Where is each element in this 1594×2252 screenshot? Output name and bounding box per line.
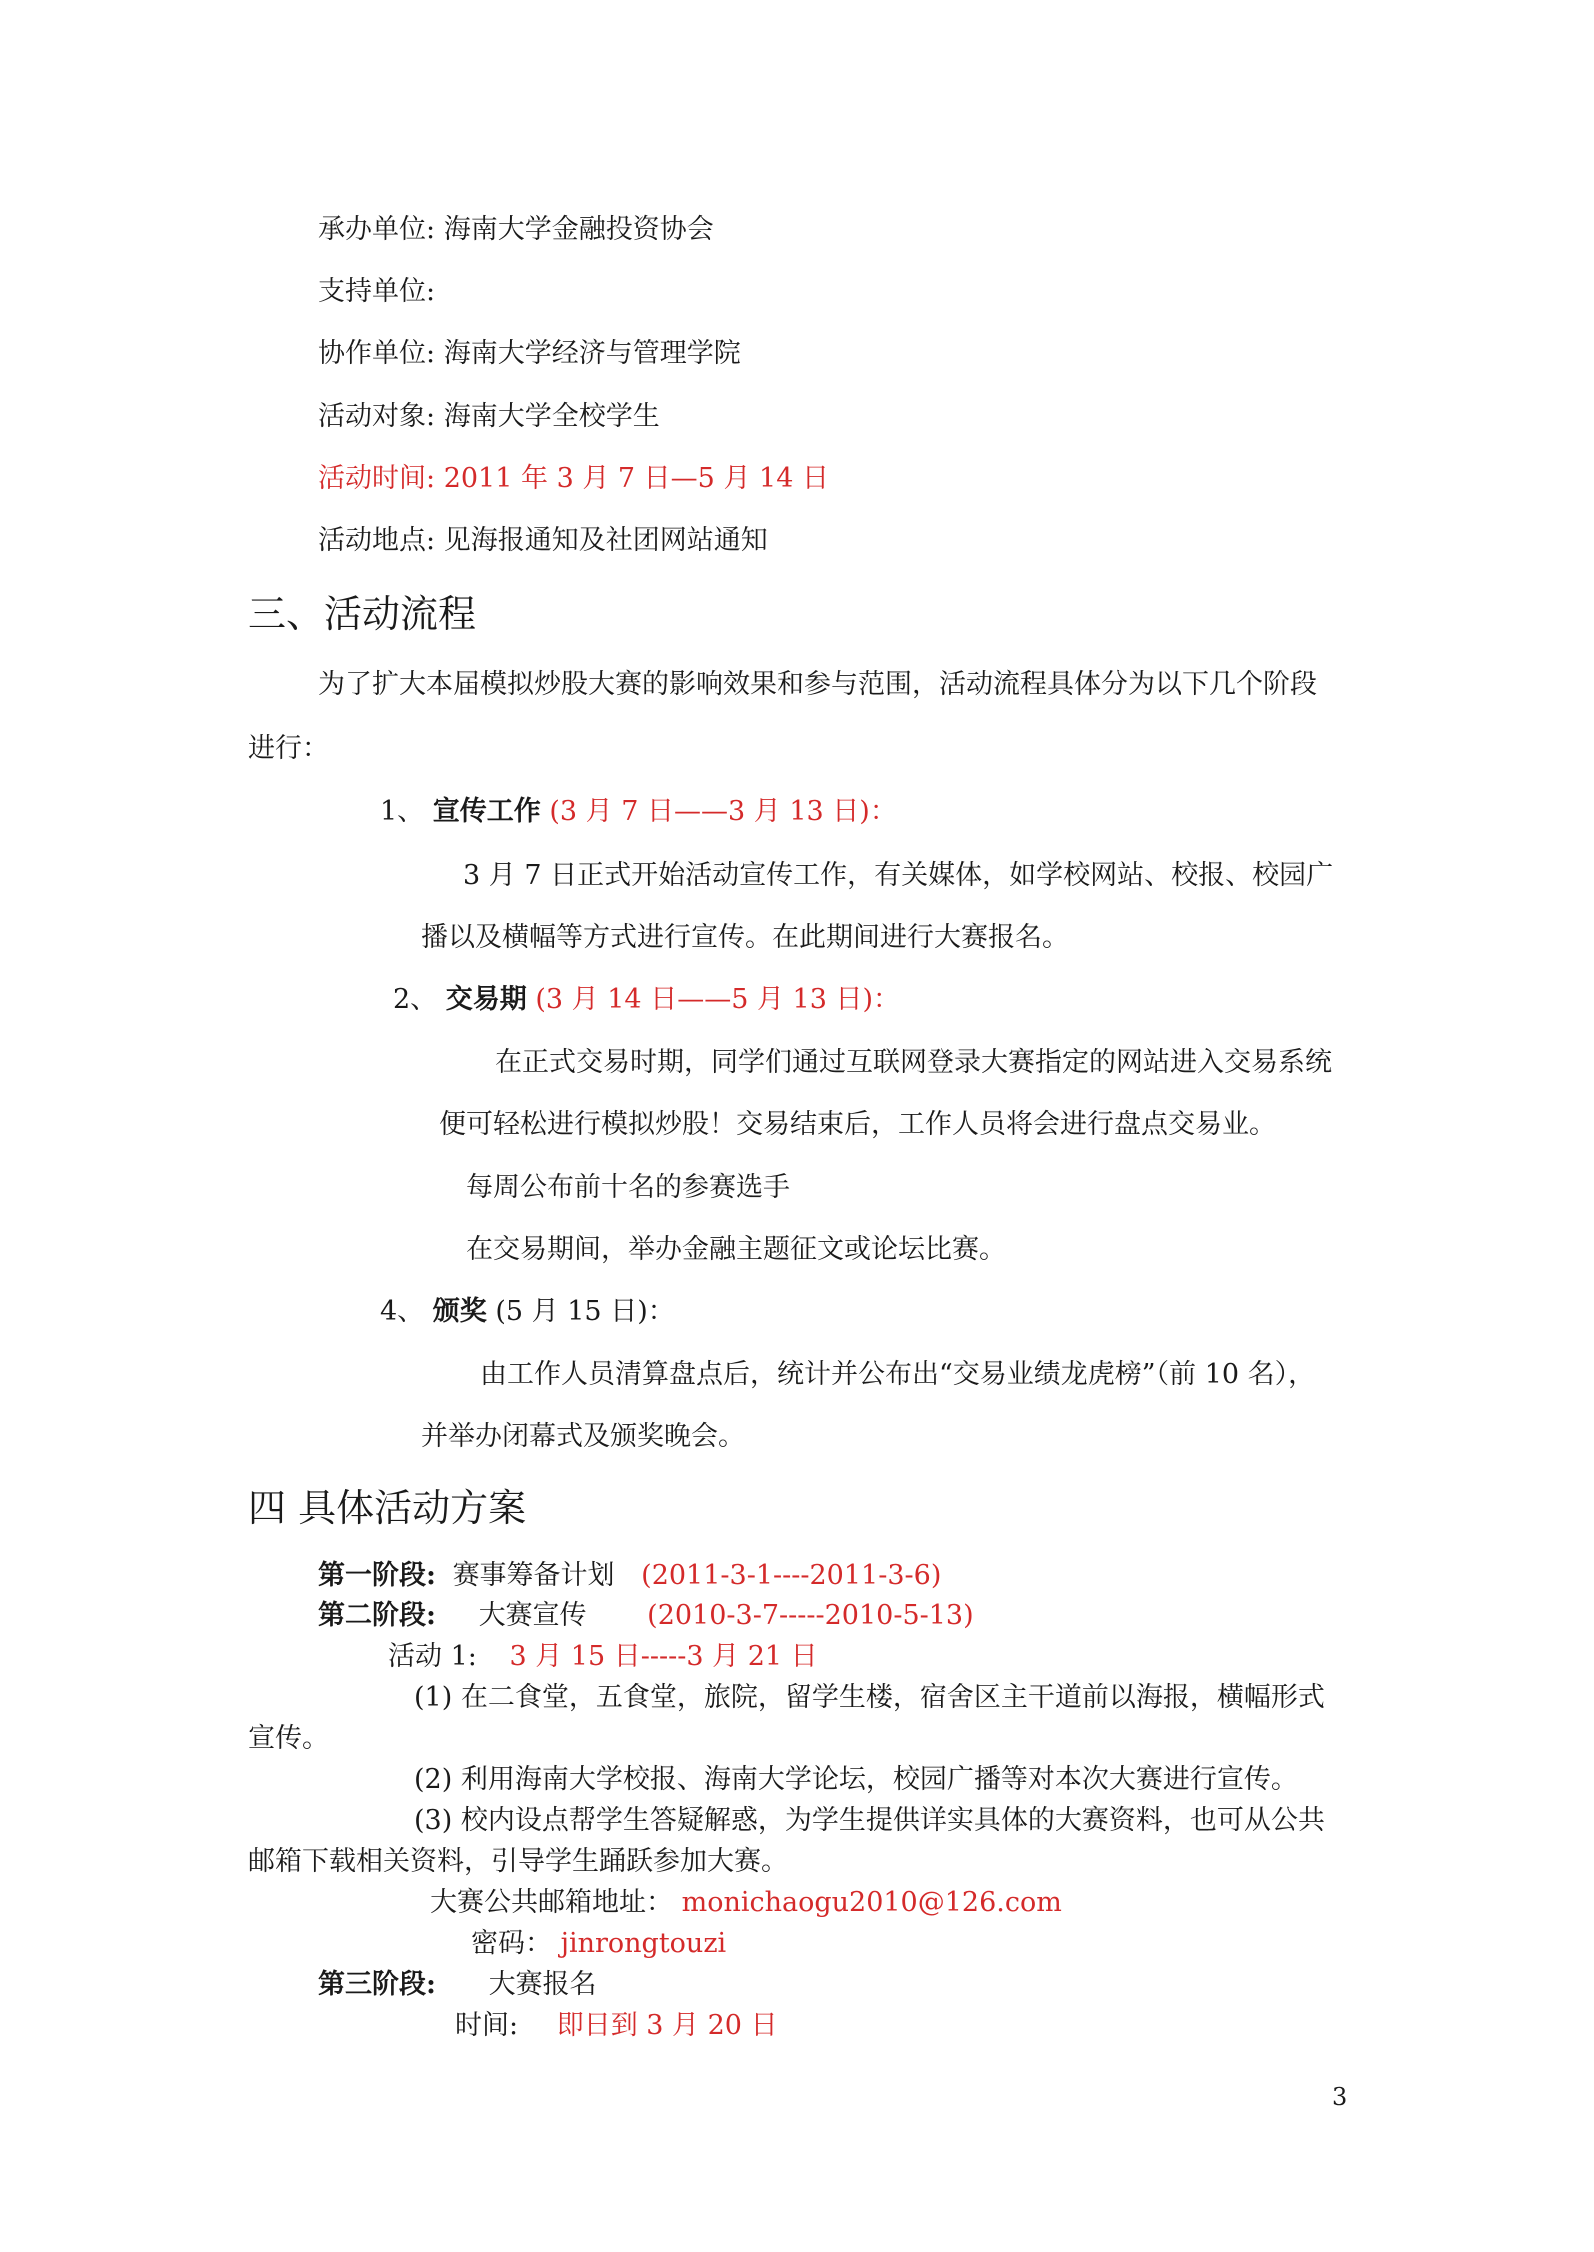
step4-date: (5 月 15 日)： — [495, 1296, 675, 1327]
phase3-text: 大赛报名 — [488, 1969, 597, 2000]
activity1-label: 活动 1: — [388, 1641, 477, 1672]
password-line — [471, 1926, 726, 1962]
step1-title: 宣传工作 — [432, 796, 541, 827]
phase3-label: 第三阶段: — [318, 1969, 436, 2000]
phase3-line — [318, 1967, 597, 2003]
phase1-label: 第一阶段: — [318, 1560, 436, 1591]
step4-num: 4、 — [380, 1296, 425, 1327]
step4-line1: 由工作人员清算盘点后，统计并公布出“交易业绩龙虎榜”（前 10 名）， — [480, 1359, 1316, 1390]
step2-line2: 便可轻松进行模拟炒股！交易结束后，工作人员将会进行盘点交易业。 — [439, 1109, 1276, 1140]
signup-time-value: 即日到 3 月 20 日 — [556, 2010, 778, 2041]
step4-title: 颁奖 — [432, 1296, 487, 1327]
step2-line1: 在正式交易时期，同学们通过互联网登录大赛指定的网站进入交易系统 — [495, 1047, 1332, 1078]
signup-time-label: 时间: — [455, 2010, 519, 2041]
step1-line1: 3 月 7 日正式开始活动宣传工作，有关媒体，如学校网站、校报、校园广 — [463, 860, 1334, 891]
step4-line2: 并举办闭幕式及颁奖晚会。 — [421, 1421, 745, 1452]
phase2-label: 第二阶段: — [318, 1600, 436, 1631]
audience-label: 活动对象: — [318, 401, 436, 432]
phase1-date: (2011-3-1----2011-3-6) — [641, 1560, 942, 1591]
password-label: 密码： — [471, 1928, 552, 1959]
activity1-date: 3 月 15 日-----3 月 21 日 — [509, 1641, 818, 1672]
phase2-line — [318, 1598, 974, 1634]
time-label: 活动时间: — [318, 463, 436, 494]
location-label: 活动地点: — [318, 525, 436, 556]
item3-line1: (3) 校内设点帮学生答疑解惑，为学生提供详实具体的大赛资料，也可从公共 — [414, 1805, 1325, 1836]
audience-line — [318, 399, 660, 435]
phase2-text: 大赛宣传 — [478, 1600, 587, 1631]
organizer-line — [318, 212, 714, 248]
section3-intro-line2: 进行： — [248, 733, 329, 764]
page-number: 3 — [1332, 2083, 1348, 2111]
email-label: 大赛公共邮箱地址： — [430, 1887, 673, 1918]
step1-num: 1、 — [380, 796, 425, 827]
location-value: 见海报通知及社团网站通知 — [443, 525, 768, 556]
step4-header — [380, 1294, 675, 1330]
support-line — [318, 274, 435, 310]
step2-line4: 在交易期间，举办金融主题征文或论坛比赛。 — [466, 1234, 1006, 1265]
item2-line: (2) 利用海南大学校报、海南大学论坛，校园广播等对本次大赛进行宣传。 — [414, 1764, 1298, 1795]
audience-value: 海南大学全校学生 — [443, 401, 660, 432]
location-line — [318, 523, 768, 559]
section4-heading: 四 具体活动方案 — [248, 1486, 527, 1530]
step1-line2: 播以及横幅等方式进行宣传。在此期间进行大赛报名。 — [421, 922, 1069, 953]
password-value: jinrongtouzi — [560, 1928, 727, 1959]
step2-title: 交易期 — [445, 984, 527, 1015]
organizer-label: 承办单位: — [318, 214, 436, 245]
cooperate-label: 协作单位: — [318, 338, 436, 369]
step2-line3: 每周公布前十名的参赛选手 — [466, 1172, 790, 1203]
email-line — [430, 1885, 1062, 1921]
item1-line2: 宣传。 — [248, 1723, 329, 1754]
organizer-value: 海南大学金融投资协会 — [443, 214, 714, 245]
phase2-date: (2010-3-7-----2010-5-13) — [647, 1600, 974, 1631]
cooperate-value: 海南大学经济与管理学院 — [443, 338, 741, 369]
step2-header — [393, 982, 900, 1018]
phase1-line — [318, 1558, 941, 1594]
step2-date: (3 月 14 日——5 月 13 日)： — [535, 984, 901, 1015]
step1-header — [380, 794, 897, 830]
time-line — [318, 461, 829, 497]
step1-date: (3 月 7 日——3 月 13 日)： — [549, 796, 897, 827]
time-value: 2011 年 3 月 7 日—5 月 14 日 — [443, 463, 829, 494]
cooperate-line — [318, 336, 741, 372]
support-label: 支持单位: — [318, 276, 436, 307]
item3-line2: 邮箱下载相关资料，引导学生踊跃参加大赛。 — [248, 1846, 788, 1877]
item1-line1: (1) 在二食堂，五食堂，旅院，留学生楼，宿舍区主干道前以海报，横幅形式 — [414, 1682, 1325, 1713]
section3-heading: 三、活动流程 — [248, 592, 477, 636]
email-value[interactable]: monichaogu2010@126.com — [681, 1887, 1062, 1918]
section3-intro-line1: 为了扩大本届模拟炒股大赛的影响效果和参与范围，活动流程具体分为以下几个阶段 — [318, 669, 1317, 700]
activity1-line — [388, 1639, 818, 1675]
signup-time-line — [455, 2008, 778, 2044]
step2-num: 2、 — [393, 984, 438, 1015]
phase1-text: 赛事筹备计划 — [452, 1560, 615, 1591]
